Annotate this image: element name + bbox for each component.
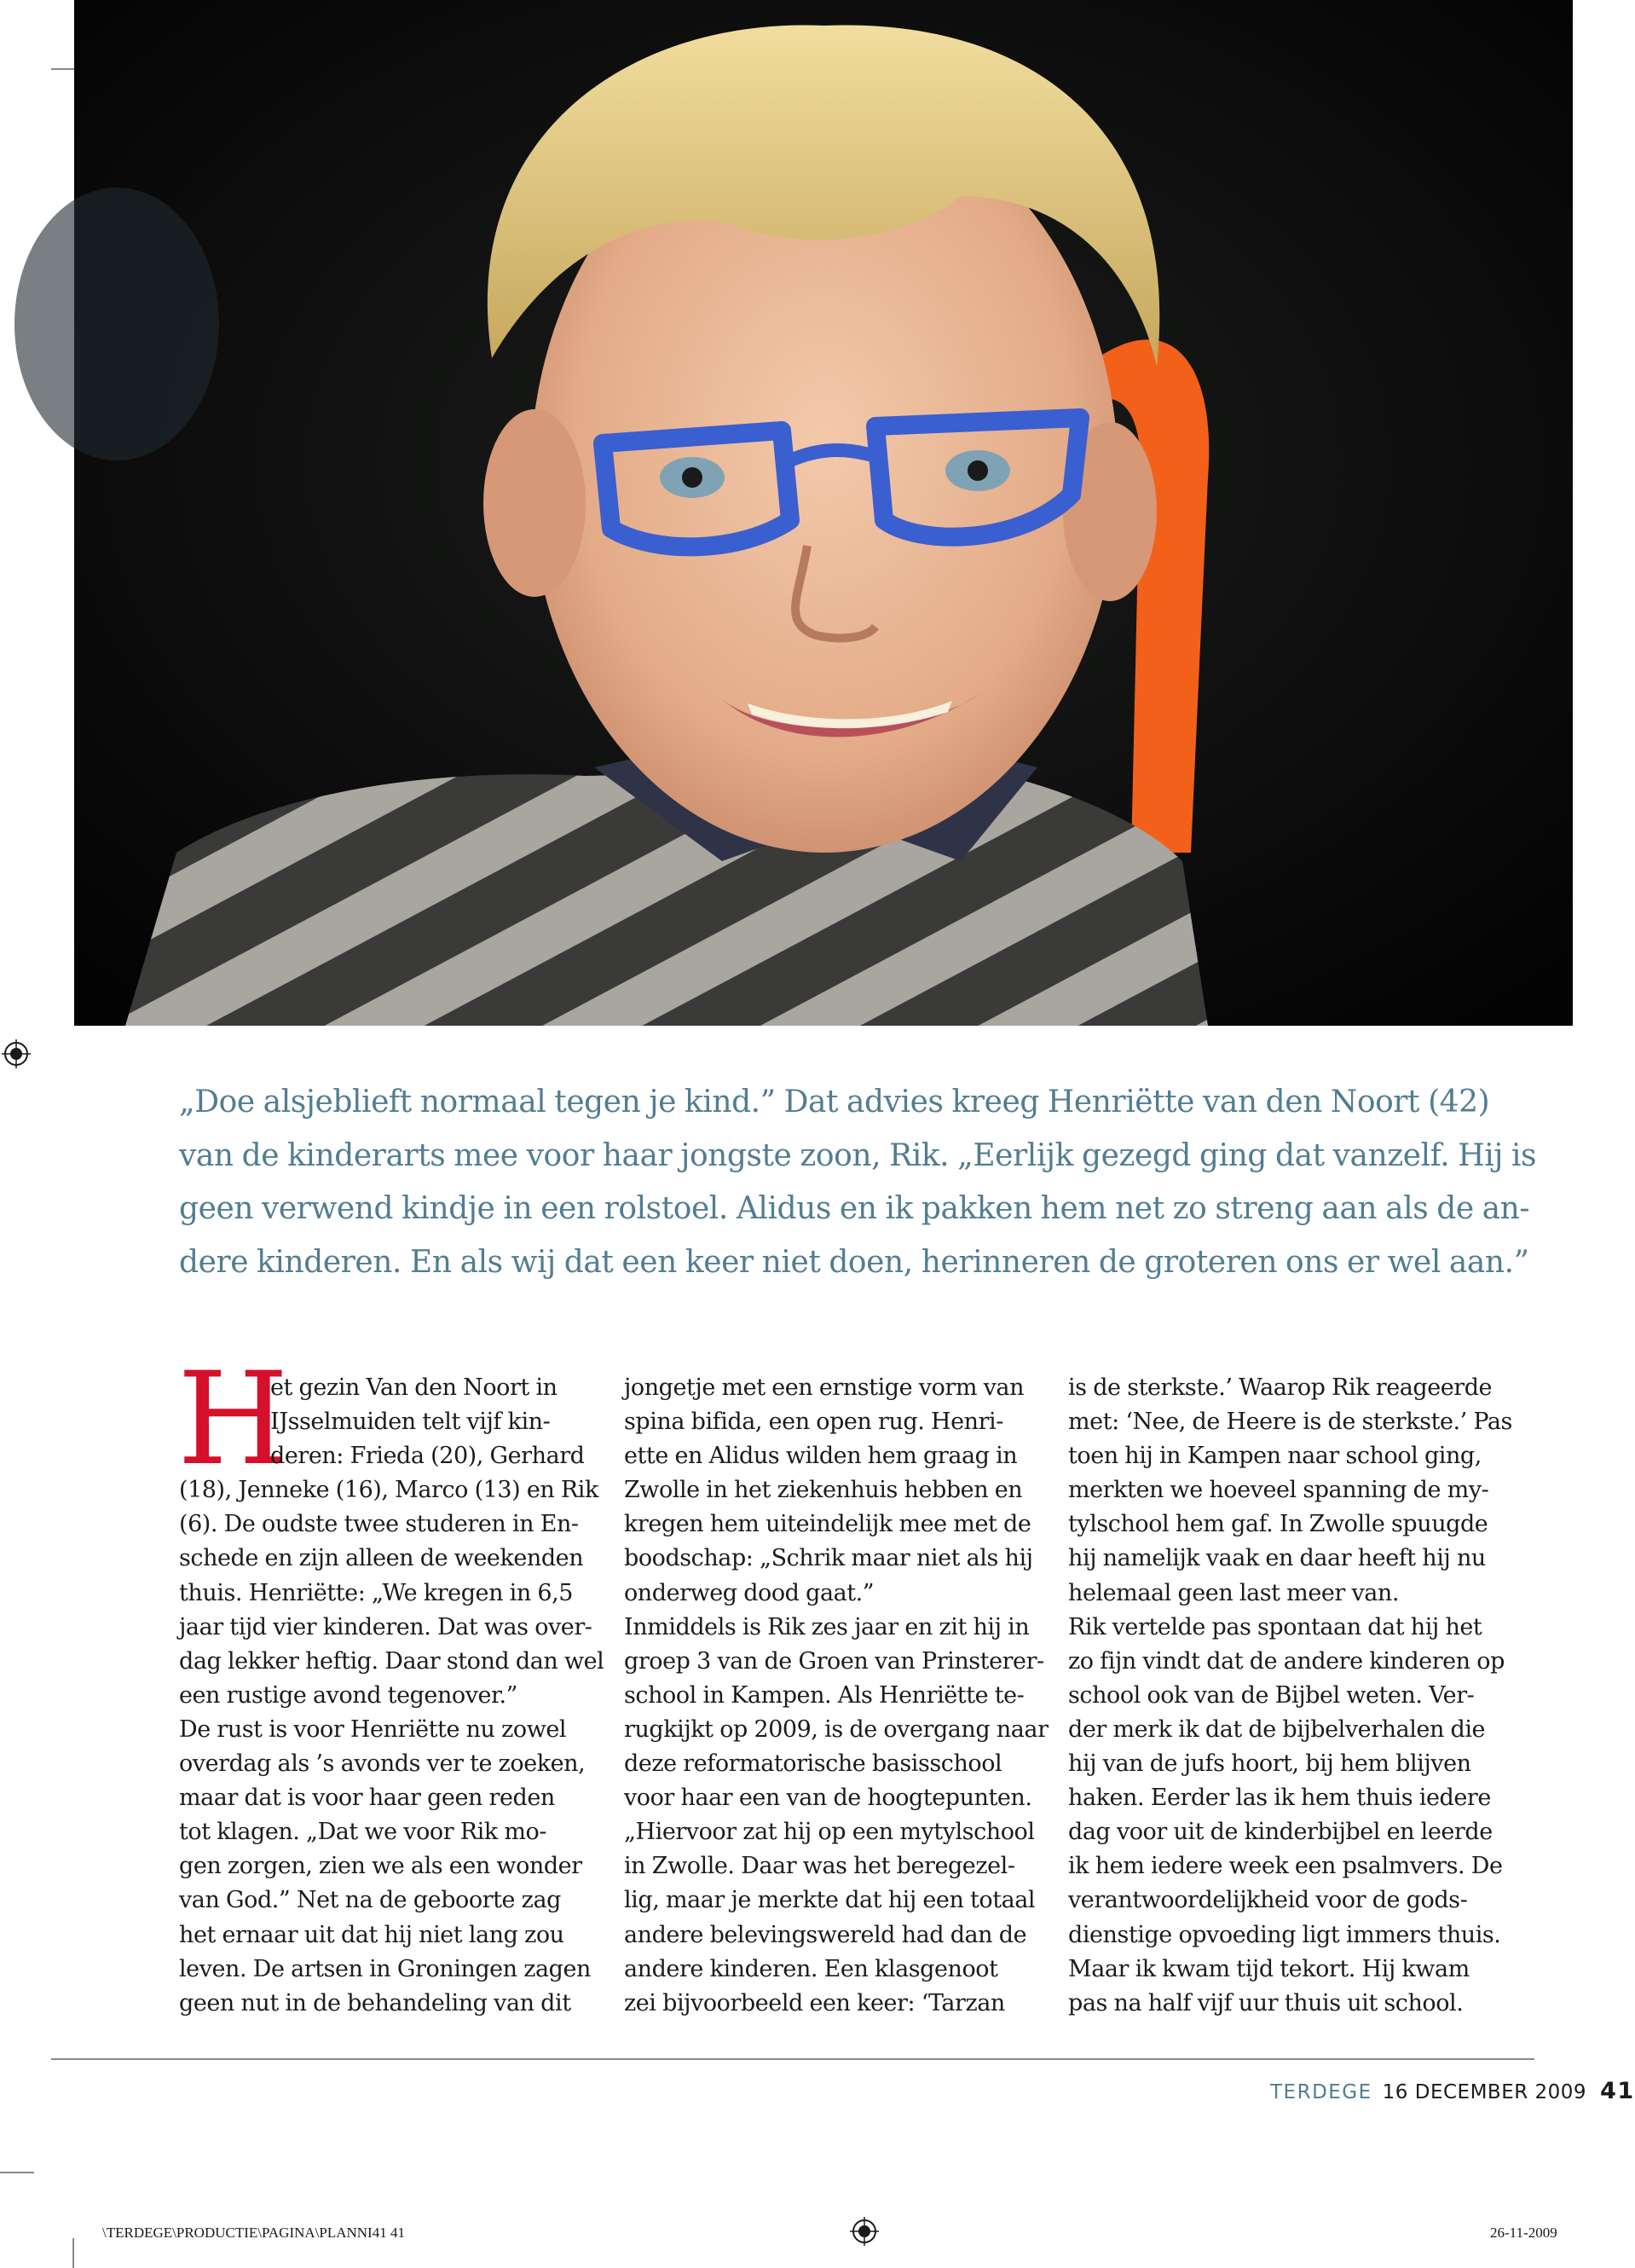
registration-mark-icon — [850, 2217, 879, 2246]
text-line: geen nut in de behandeling van dit — [179, 1989, 571, 2016]
text-line: Rik vertelde pas spontaan dat hij het — [1068, 1613, 1482, 1640]
text-line: deren: Frieda (20), Gerhard — [270, 1443, 585, 1470]
text-line: zei bijvoorbeeld een keer: ‘Tarzan — [624, 1989, 1005, 2016]
text-line: dag lekker heftig. Daar stond dan wel — [179, 1647, 604, 1675]
text-line: school ook van de Bijbel weten. Ver- — [1068, 1681, 1475, 1709]
text-line: (6). De oudste twee studeren in En- — [179, 1511, 579, 1538]
trim-line-bottom — [51, 2058, 1534, 2060]
portrait-photo — [74, 0, 1573, 1026]
article-column-3 — [1068, 1371, 1511, 2021]
text-line: lig, maar je merkte dat hij een totaal — [624, 1887, 1036, 1914]
text-line: overdag als ’s avonds ver te zoeken, — [179, 1750, 586, 1778]
text-line: haken. Eerder las ik hem thuis iedere — [1068, 1785, 1491, 1812]
portrait-illustration — [74, 0, 1573, 1026]
text-line: met: ‘Nee, de Heere is de sterkste.’ Pas — [1068, 1409, 1512, 1436]
text-line: hij namelijk vaak en daar heeft hij nu — [1068, 1545, 1486, 1572]
text-line: hij van de jufs hoort, bij hem blijven — [1068, 1750, 1471, 1778]
text-line: schede en zijn alleen de weekenden — [179, 1545, 584, 1572]
intro-line: van de kinderarts mee voor haar jongste zoon, Rik. „Eerlijk gezegd ging dat vanzelf. Hij is — [179, 1137, 1537, 1173]
text-line: dag voor uit de kinderbijbel en leerde — [1068, 1819, 1493, 1846]
text-line: voor haar een van de hoogtepunten. — [624, 1785, 1032, 1812]
text-line: „Hiervoor zat hij op een mytylschool — [624, 1819, 1035, 1846]
text-line: ik hem iedere week een psalmvers. De — [1068, 1853, 1503, 1880]
text-line: deze reformatorische basisschool — [624, 1750, 1002, 1778]
text-line: merkten we hoeveel spanning de my- — [1068, 1477, 1489, 1504]
text-line: leven. De artsen in Groningen zagen — [179, 1955, 591, 1982]
text-line: toen hij in Kampen naar school ging, — [1068, 1443, 1482, 1470]
text-line: rugkijkt op 2009, is de overgang naar — [624, 1715, 1049, 1743]
text-line: jongetje met een ernstige vorm van — [624, 1374, 1025, 1401]
print-slug-path: \TERDEGE\PRODUCTIE\PAGINA\PLANNI41 41 — [102, 2225, 405, 2241]
text-line: groep 3 van de Groen van Prinsterer- — [624, 1647, 1044, 1675]
text-line: andere kinderen. Een klasgenoot — [624, 1955, 998, 1982]
text-line: onderweg dood gaat.” — [624, 1579, 875, 1606]
text-line: Zwolle in het ziekenhuis hebben en — [624, 1477, 1023, 1504]
text-line: een rustige avond tegenover.” — [179, 1681, 518, 1709]
text-line: school in Kampen. Als Henriëtte te- — [624, 1681, 1025, 1709]
text-line: helemaal geen last meer van. — [1068, 1579, 1400, 1606]
magazine-name: TERDEGE — [1270, 2081, 1372, 2103]
text-line: spina bifida, een open rug. Henri- — [624, 1409, 1003, 1436]
text-line: maar dat is voor haar geen reden — [179, 1785, 555, 1812]
text-line: verantwoordelijkheid voor de gods- — [1068, 1887, 1468, 1914]
article-column-2 — [624, 1371, 1067, 2021]
text-line: Inmiddels is Rik zes jaar en zit hij in — [624, 1613, 1030, 1640]
text-line: IJsselmuiden telt vijf kin- — [270, 1409, 551, 1436]
intro-line: geen verwend kindje in een rolstoel. Alidus en ik pakken hem net zo streng aan als de an- — [179, 1191, 1530, 1226]
text-line: jaar tijd vier kinderen. Dat was over- — [179, 1613, 592, 1640]
text-line: tylschool hem gaf. In Zwolle spuugde — [1068, 1511, 1488, 1538]
intro-paragraph — [179, 1076, 1537, 1289]
intro-line: „Doe alsjeblieft normaal tegen je kind.” Dat advies kreeg Henriëtte van den Noort (42) — [179, 1085, 1490, 1120]
text-line: van God.” Net na de geboorte zag — [179, 1887, 561, 1914]
drop-cap: H — [177, 1345, 289, 1494]
text-line: et gezin Van den Noort in — [270, 1374, 558, 1401]
text-line: boodschap: „Schrik maar niet als hij — [624, 1545, 1033, 1572]
issue-date: 16 DECEMBER 2009 — [1382, 2081, 1587, 2103]
text-line: is de sterkste.’ Waarop Rik reageerde — [1068, 1374, 1493, 1401]
text-line: in Zwolle. Daar was het beregezel- — [624, 1853, 1015, 1880]
text-line: gen zorgen, zien we als een wonder — [179, 1853, 582, 1880]
text-line: het ernaar uit dat hij niet lang zou — [179, 1921, 564, 1948]
text-line: pas na half vijf uur thuis uit school. — [1068, 1989, 1464, 2016]
page-footer — [1270, 2078, 1635, 2104]
registration-mark-icon — [2, 1039, 31, 1068]
page-number: 41 — [1600, 2078, 1635, 2104]
text-line: (18), Jenneke (16), Marco (13) en Rik — [179, 1477, 598, 1504]
print-slug-date: 26-11-2009 — [1490, 2225, 1557, 2241]
text-line: zo fijn vindt dat de andere kinderen op — [1068, 1647, 1505, 1675]
text-line: Maar ik kwam tijd tekort. Hij kwam — [1068, 1955, 1470, 1982]
text-line: De rust is voor Henriëtte nu zowel — [179, 1715, 567, 1743]
text-line: der merk ik dat de bijbelverhalen die — [1068, 1715, 1486, 1743]
text-line: andere belevingswereld had dan de — [624, 1921, 1027, 1948]
text-line: dienstige opvoeding ligt immers thuis. — [1068, 1921, 1501, 1948]
text-line: ette en Alidus wilden hem graag in — [624, 1443, 1018, 1470]
text-line: thuis. Henriëtte: „We kregen in 6,5 — [179, 1579, 573, 1606]
text-line: tot klagen. „Dat we voor Rik mo- — [179, 1819, 547, 1846]
article-column-1 — [179, 1371, 622, 2021]
trim-line-left-vertical — [72, 2238, 74, 2268]
intro-line: dere kinderen. En als wij dat een keer niet doen, herinneren de groteren ons er wel aan.” — [179, 1244, 1529, 1280]
text-line: kregen hem uiteindelijk mee met de — [624, 1511, 1031, 1538]
trim-line-bottom-left — [0, 2172, 34, 2173]
